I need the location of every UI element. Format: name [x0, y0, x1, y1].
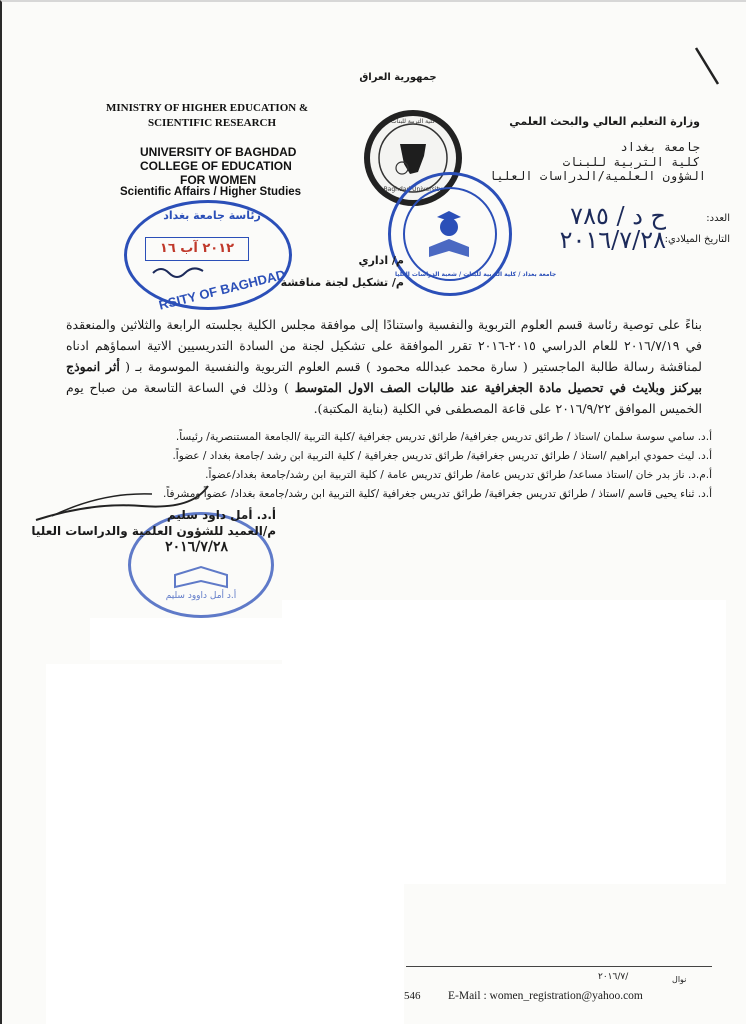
university-date-stamp — [124, 200, 292, 313]
date-stamp-top-text: رئاسة جامعة بغداد — [163, 209, 261, 222]
signatory-title: م/العميد للشؤون العلمية والدراسات العليا — [31, 524, 276, 538]
reference-date-value: ٢٠١٦/٧/٢٨ — [559, 226, 666, 254]
body-paragraph — [66, 314, 702, 419]
handwritten-tick-mark — [692, 44, 722, 88]
college-name-en-line2: FOR WOMEN — [180, 173, 256, 187]
college-name-en-line1: COLLEGE OF EDUCATION — [140, 159, 292, 173]
redaction-block-upper-right — [282, 600, 726, 884]
footer-date: ٢٠١٦/٧/ — [598, 972, 629, 982]
dean-stamp-text: أ.د أمل داوود سليم — [165, 591, 237, 601]
ministry-name-ar: وزارة التعليم العالي والبحث العلمي — [509, 115, 700, 128]
blue-stamp-ring-text: جامعة بغداد / كلية التربية للبنات / شعبة الدراسات العليا — [395, 271, 557, 278]
college-name-ar: كلية التربية للبنات — [562, 155, 700, 169]
footer-divider — [406, 966, 712, 967]
reference-number-value: ح د / ٧٨٥ — [570, 202, 666, 230]
addressee-line1: م/ اداري — [358, 254, 404, 267]
university-name-en: UNIVERSITY OF BAGHDAD — [140, 145, 297, 159]
footer-phone: 546 — [404, 990, 421, 1002]
body-text-end: ) وذلك في الساعة التاسعة من صباح يوم الخميس الموافق ٢٠١٦/٩/٢٢ على قاعة المصطفى في الكلية (بناية المكتبة). — [66, 380, 702, 416]
ministry-name-en-line2: SCIENTIFIC RESEARCH — [148, 117, 277, 129]
university-name-ar: جامعة بغداد — [620, 140, 700, 154]
committee-member-chair: أ.د. سامي سوسة سلمان /استاذ / طرائق تدريس جغرافية/ طرائق تدريس جغرافية /كلية التربية /الجامعة المستنصرية/ رئيساً. — [175, 431, 712, 443]
affairs-name-en: Scientific Affairs / Higher Studies — [120, 186, 302, 198]
committee-member-supervisor: أ.د. ثناء يحيى قاسم /استاذ / طرائق تدريس جغرافية/ طرائق تدريس جغرافية /كلية التربية ابن رشد/جامعة بغداد/ عضواً ومشرفاً. — [163, 488, 712, 500]
thesis-title: أثر انموذج بيركنز وبلايث في تحصيل مادة الجغرافية عند طالبات الصف الاول المتوسط — [66, 359, 702, 395]
graduate-studies-stamp — [388, 172, 557, 296]
redaction-block-lower — [282, 882, 404, 1026]
seal-text-top: كلية التربية للبنات — [391, 118, 435, 125]
seal-text-bottom: Baghdad University — [383, 186, 443, 193]
redaction-block-upper-left — [90, 618, 290, 660]
affairs-name-ar: الشؤون العلمية/الدراسات العليا — [489, 169, 706, 183]
redaction-block-left — [46, 664, 296, 1026]
committee-member-1: أ.د. ليث حمودي ابراهيم /استاذ / طرائق تدريس جغرافية/ طرائق تدريس جغرافية / كلية التربية ابن رشد /جامعة بغداد / عضواً. — [172, 450, 712, 462]
subject-line: م/ تشكيل لجنة مناقشة — [280, 276, 404, 289]
date-stamp-handwriting-icon — [151, 263, 211, 283]
ministry-name-en-line1: MINISTRY OF HIGHER EDUCATION & — [106, 102, 309, 114]
republic-heading: جمهورية العراق — [359, 72, 437, 83]
body-text-start: بناءً على توصية رئاسة قسم العلوم التربوية والنفسية واستنادًا إلى موافقة مجلس الكلية بجلسته الرابعة والثلاثين والمنعقدة في ٢٠١٦/٧/١٩ للعام الدراسي ٢٠١٥-٢٠١٦ تقرر الموافقة على تشكيل لجنة من السادة التدريسيين الاتية اسماؤهم ادناه لمناقشة رسالة طالبة الماجستير ( سارة محمد عبدالله محمود ) قسم العلوم التربوية والنفسية الموسومة بـ ( — [66, 317, 702, 374]
reference-date-label: التاريخ الميلادي: — [664, 234, 730, 245]
footer-initials: نوال — [672, 975, 687, 984]
signature-date: ٢٠١٦/٧/٢٨ — [165, 539, 228, 555]
committee-member-2: أ.م.د. ناز بدر خان /استاذ مساعد/ طرائق تدريس عامة/ طرائق تدريس عامة / كلية التربية ابن رشد/جامعة بغداد/عضواً. — [205, 469, 712, 481]
date-stamp-date: ٢٠١٢ آب ١٦ — [145, 237, 249, 261]
date-stamp-ring-text: RSITY OF BAGHDAD — [157, 266, 287, 313]
footer-email: E-Mail : women_registration@yahoo.com — [448, 990, 643, 1002]
reference-number-label: العدد: — [706, 213, 730, 224]
signatory-name: أ.د. أمل داود سليم — [166, 508, 276, 522]
